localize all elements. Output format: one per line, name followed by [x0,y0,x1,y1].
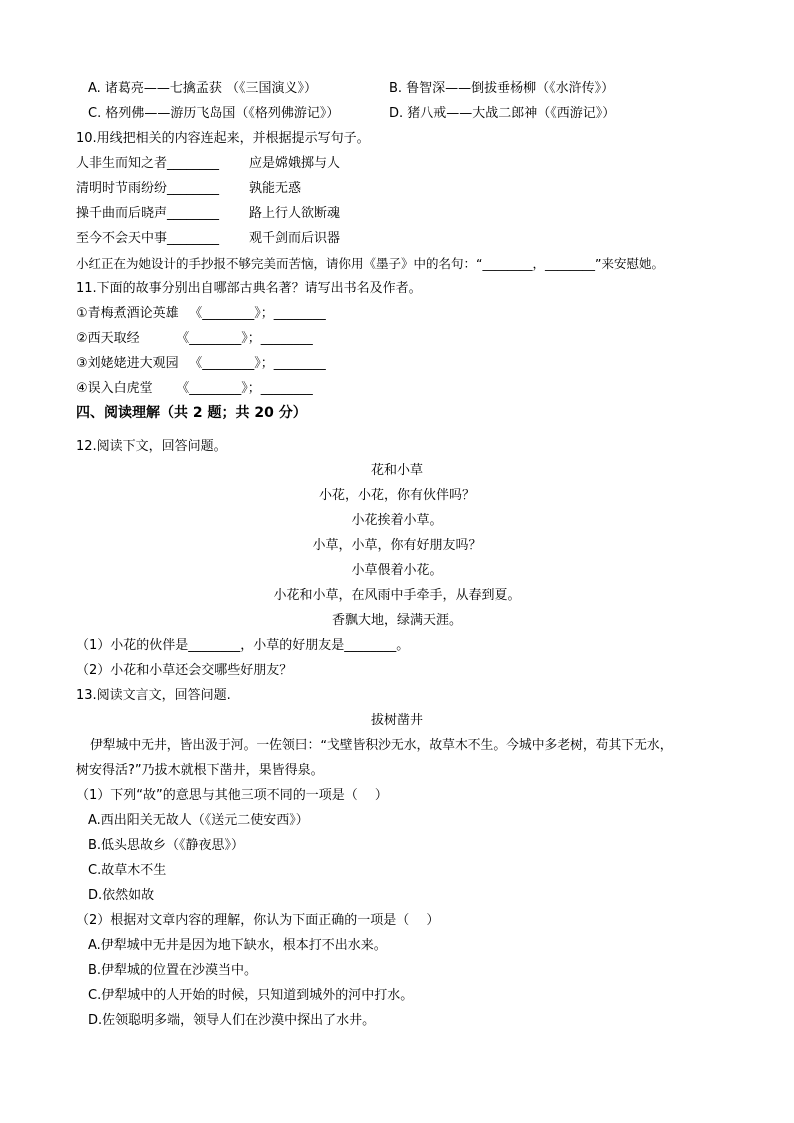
q13-option: D.依然如故 [88,888,155,903]
q13-option: A.伊犁城中无井是因为地下缺水，根本打不出水来。 [88,938,387,953]
poem-title: 花和小草 [370,463,423,478]
q13-option: B.伊犁城的位置在沙漠当中。 [88,963,258,978]
q9-option-b: B. 鲁智深——倒拔垂杨柳（《水浒传》） [389,81,615,96]
q12-sub-question: （2）小花和小草还会交哪些好朋友？ [76,663,293,678]
q13-option: B.低头思故乡（《静夜思》） [88,838,245,853]
q13-option: A.西出阳关无故人（《送元二使安西》） [88,813,309,828]
q10-left-item: 操千曲而后晓声________ [76,206,220,221]
q13-option: C.伊犁城中的人开始的时候，只知道到城外的河中打水。 [88,988,414,1003]
q10-right-item: 应是嫦娥掷与人 [249,156,341,171]
q11-item: ②西天取经 《________》；________ [76,331,313,346]
passage-text: 树安得活?”乃拔木就根下凿井，果皆得泉。 [76,763,324,778]
poem-line: 小花和小草，在风雨中手牵手，从春到夏。 [273,588,521,603]
poem-line: 小花挨着小草。 [351,513,443,528]
q11-item: ④误入白虎堂 《________》；________ [76,381,313,396]
q10-prompt: 小红正在为她设计的手抄报不够完美而苦恼，请你用《墨子》中的名句：“________，________”来安慰她。 [76,256,664,271]
poem-line: 小草，小草，你有好朋友吗？ [312,538,482,553]
poem-line: 香飘大地，绿满天涯。 [331,613,462,628]
q10-right-item: 路上行人欲断魂 [249,206,341,221]
q9-option-a: A. 诸葛亮——七擒孟获 （《三国演义》） [88,81,318,96]
q13-sub-question: （1）下列“故”的意思与其他三项不同的一项是（ ） [76,788,388,803]
q11-item: ③刘姥姥进大观园 《________》；________ [76,356,326,371]
q9-option-d: D. 猪八戒——大战二郎神（《西游记》） [389,106,616,121]
q11-item: ①青梅煮酒论英雄 《________》；________ [76,306,326,321]
q13-option: C.故草木不生 [88,863,167,878]
q10-left-item: 至今不会天中事________ [76,231,220,246]
q10-left-item: 清明时节雨纷纷________ [76,181,220,196]
q13-sub-question: （2）根据对文章内容的理解，你认为下面正确的一项是（ ） [76,913,440,928]
poem-line: 小花，小花，你有伙伴吗？ [318,488,475,503]
q13-option: D.佐领聪明多端，领导人们在沙漠中探出了水井。 [88,1013,376,1028]
q10-left-item: 人非生而知之者________ [76,156,220,171]
q11-stem: 11.下面的故事分别出自哪部古典名著？请写出书名及作者。 [76,281,422,296]
poem-line: 小草偎着小花。 [351,563,443,578]
passage-text: 伊犁城中无井，皆出汲于河。一佐领曰：“戈壁皆积沙无水，故草木不生。今城中多老树，苟其下无水， [90,738,673,753]
q12-stem: 12.阅读下文，回答问题。 [76,439,227,454]
section-heading: 四、阅读理解（共 2 题；共 20 分） [76,405,307,421]
passage-title: 拔树凿井 [370,713,423,728]
q9-option-c: C. 格列佛——游历飞岛国（《格列佛游记》） [88,106,340,121]
q12-sub-question: （1）小花的伙伴是________，小草的好朋友是________。 [76,638,410,653]
q10-right-item: 观千剑而后识器 [249,231,341,246]
q13-stem: 13.阅读文言文，回答问题. [76,688,231,703]
q10-right-item: 孰能无惑 [249,181,302,196]
q10-stem: 10.用线把相关的内容连起来，并根据提示写句子。 [76,131,370,146]
